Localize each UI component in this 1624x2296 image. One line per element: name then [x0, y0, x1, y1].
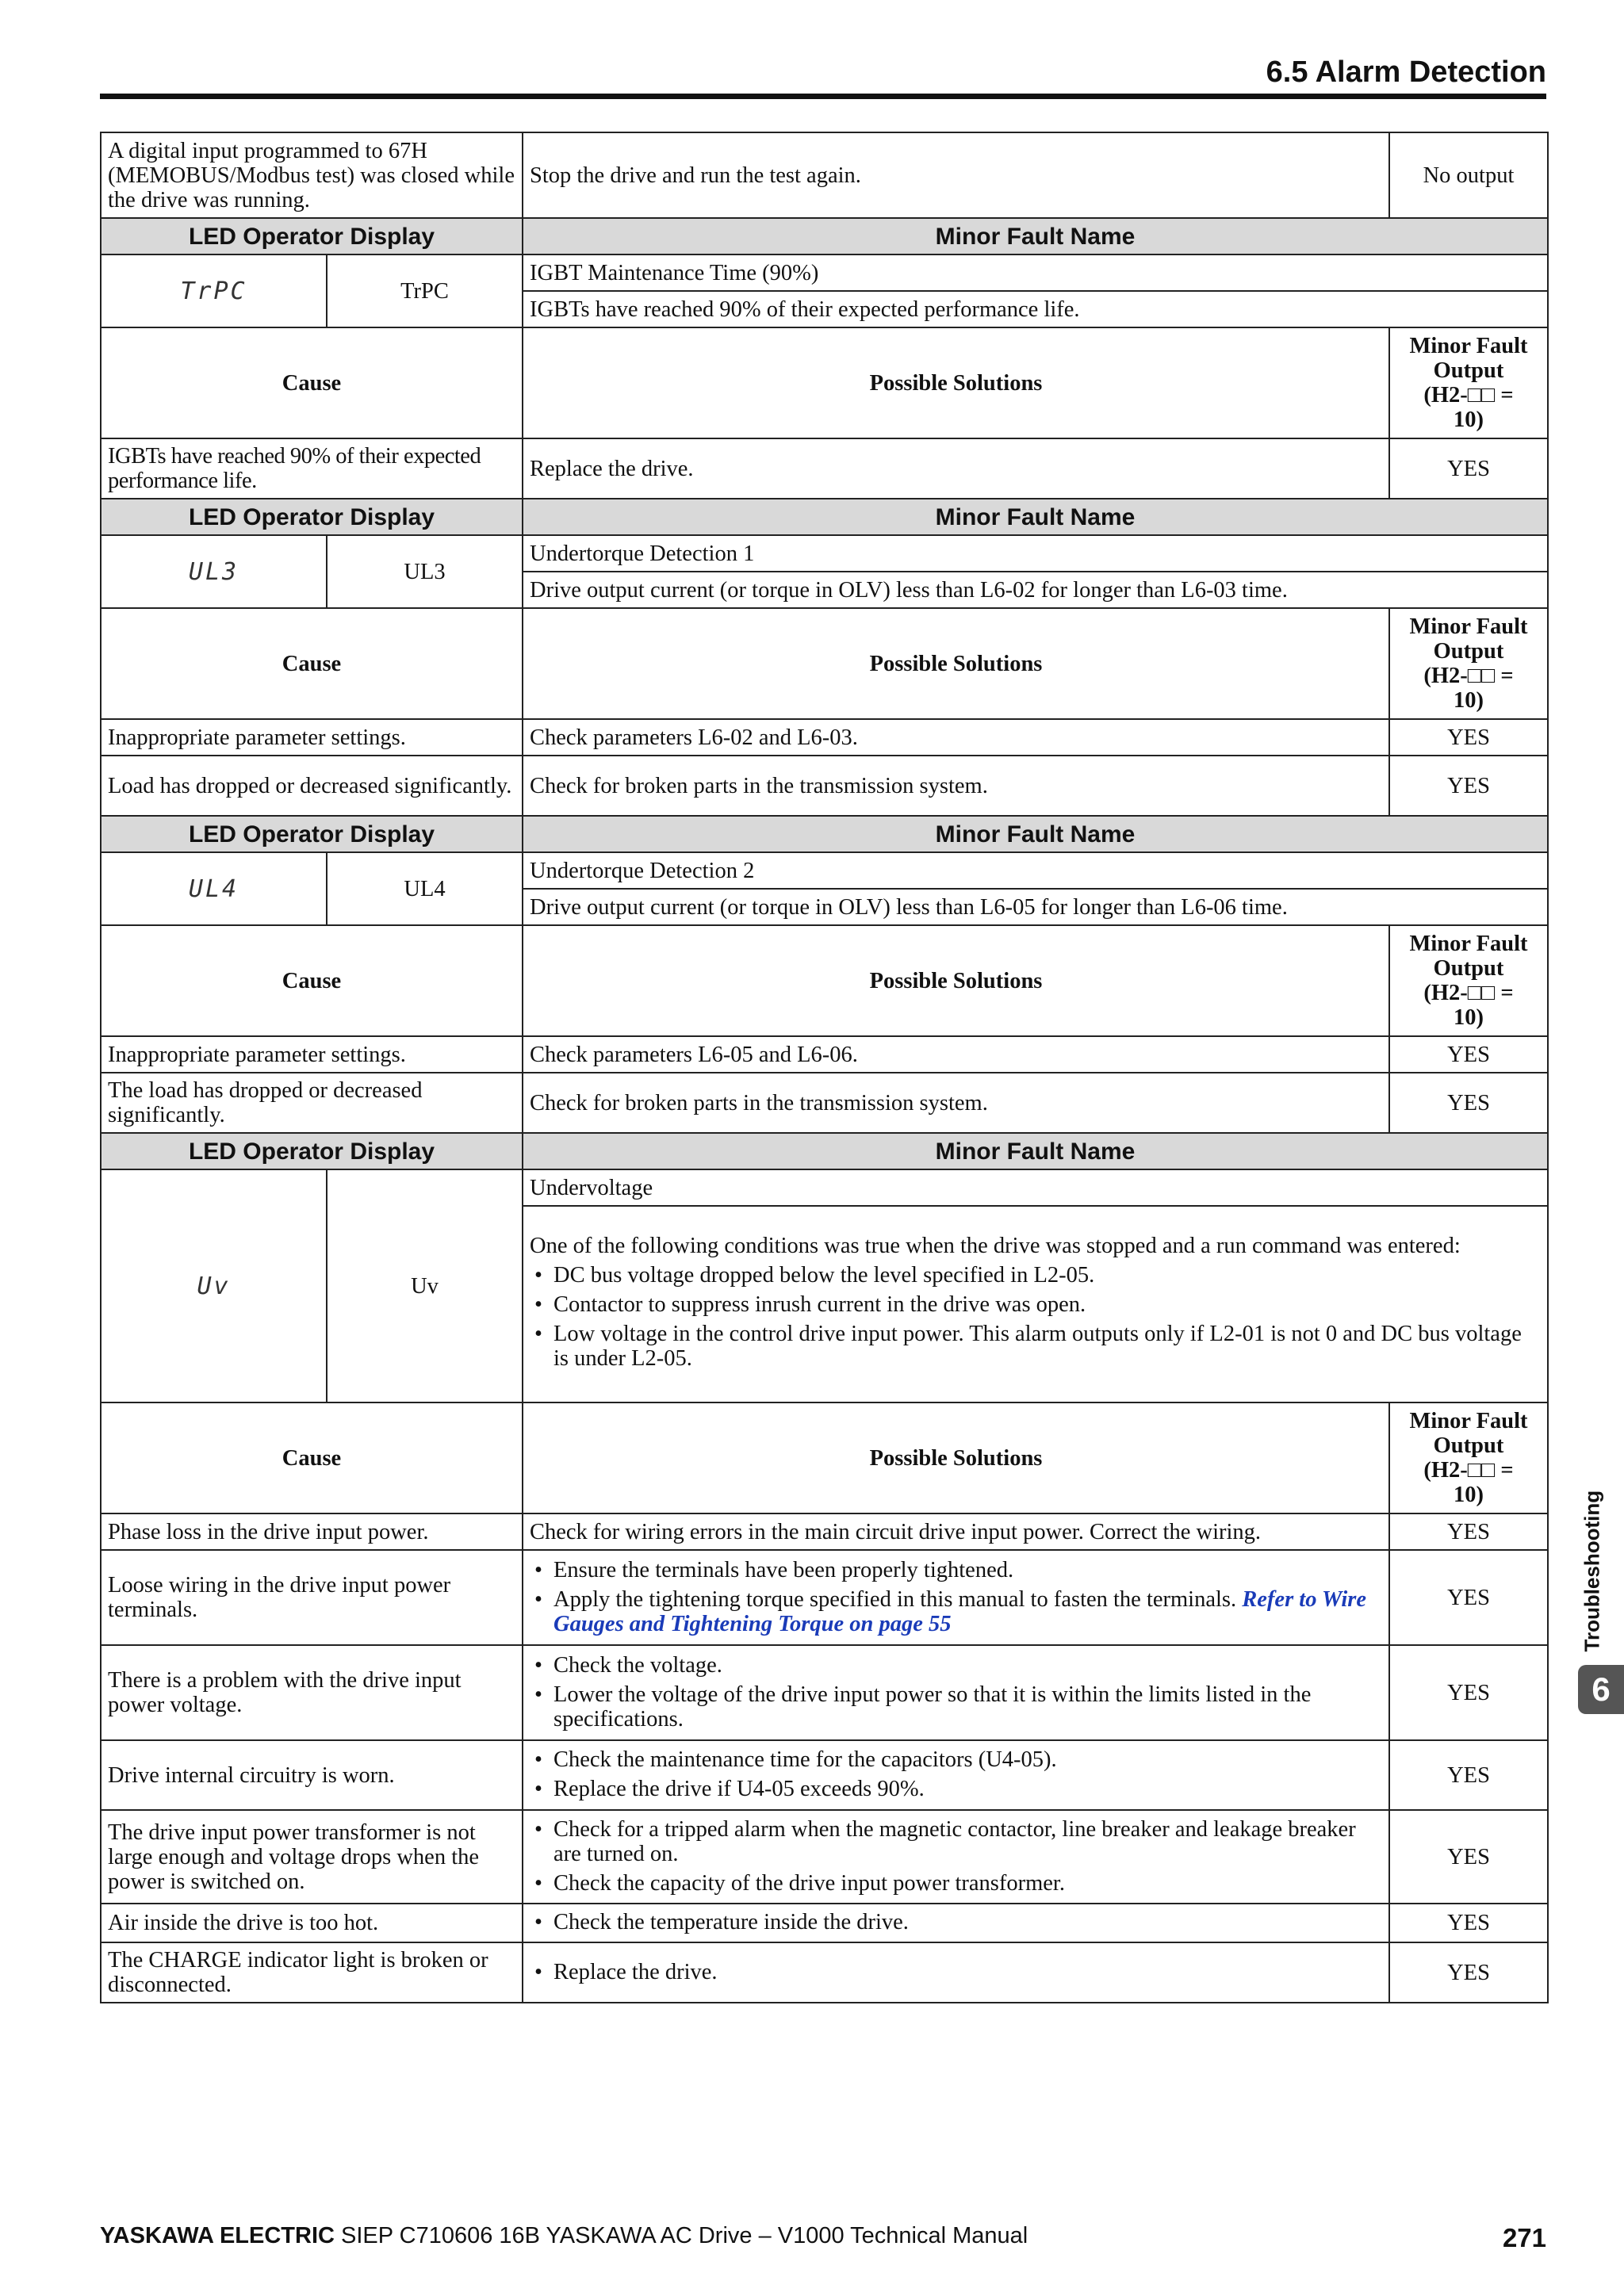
- table-row: [101, 1036, 1548, 1073]
- column-header-row: [101, 1402, 1548, 1513]
- solution-list: [530, 1910, 1382, 1934]
- table-row: [101, 1942, 1548, 2003]
- section-header-row: [101, 499, 1548, 535]
- output-cell: YES: [1389, 719, 1548, 756]
- condition-list: [530, 1263, 1541, 1371]
- cause-cell: Air inside the drive is too hot.: [101, 1904, 523, 1942]
- cause-cell: Inappropriate parameter settings.: [101, 1036, 523, 1073]
- fault-name-row: [101, 852, 1548, 889]
- mfo-line: Output: [1433, 358, 1504, 383]
- solution-cell: Stop the drive and run the test again.: [523, 132, 1389, 218]
- chapter-side-tab-label: Troubleshooting: [1580, 1490, 1604, 1652]
- mfo-line: 10): [1454, 408, 1484, 432]
- list-item: • Check the temperature inside the drive.: [530, 1910, 1382, 1934]
- cause-cell: The drive input power transformer is not large enough and voltage drops when the power is switched on.: [101, 1810, 523, 1904]
- fault-code: Uv: [327, 1169, 523, 1402]
- cause-header: Cause: [101, 327, 523, 438]
- description-intro: One of the following conditions was true when the drive was stopped and a run command was entered:: [530, 1233, 1461, 1258]
- list-item: • DC bus voltage dropped below the level specified in L2-05.: [530, 1263, 1541, 1288]
- solution-cell: [523, 1550, 1389, 1645]
- page-footer: [100, 2223, 1546, 2252]
- alarm-table: [100, 132, 1549, 2003]
- cause-cell: IGBTs have reached 90% of their expected performance life.: [101, 438, 523, 499]
- led-segment-display: UL3: [101, 535, 327, 608]
- chapter-number-tab: 6: [1578, 1665, 1624, 1714]
- fault-name: Undertorque Detection 2: [523, 852, 1548, 889]
- solution-cell: [523, 1904, 1389, 1942]
- list-item: • Check the maintenance time for the capacitors (U4-05).: [530, 1747, 1382, 1772]
- solution-list: [530, 1817, 1382, 1896]
- list-item: • Check the voltage.: [530, 1653, 1382, 1678]
- table-row: [101, 132, 1548, 218]
- table-row: [101, 1073, 1548, 1133]
- mfo-line: 10): [1454, 1005, 1484, 1030]
- output-cell: YES: [1389, 1645, 1548, 1740]
- fault-name-row: [101, 1169, 1548, 1206]
- minor-fault-name-header: Minor Fault Name: [523, 1133, 1548, 1169]
- fault-description: Drive output current (or torque in OLV) less than L6-02 for longer than L6-03 time.: [523, 572, 1548, 608]
- list-item: • Ensure the terminals have been properly tightened.: [530, 1558, 1382, 1582]
- possible-solutions-header: Possible Solutions: [523, 608, 1389, 719]
- minor-fault-output-header: [1389, 608, 1548, 719]
- output-cell: YES: [1389, 1740, 1548, 1810]
- cause-cell: Drive internal circuitry is worn.: [101, 1740, 523, 1810]
- solution-list: [530, 1558, 1382, 1636]
- solution-list: [530, 1960, 1382, 1984]
- cause-cell: Phase loss in the drive input power.: [101, 1513, 523, 1550]
- footer-document-title: SIEP C710606 16B YASKAWA AC Drive – V1000 Technical Manual: [334, 2223, 1028, 2248]
- minor-fault-name-header: Minor Fault Name: [523, 816, 1548, 852]
- table-row: [101, 1645, 1548, 1740]
- mfo-line: Minor Fault: [1409, 334, 1528, 358]
- minor-fault-output-header: [1389, 327, 1548, 438]
- column-header-row: [101, 608, 1548, 719]
- table-row: [101, 756, 1548, 816]
- list-item: • Check the capacity of the drive input power transformer.: [530, 1871, 1382, 1896]
- fault-description: [523, 1206, 1548, 1402]
- output-cell: YES: [1389, 1036, 1548, 1073]
- list-item: [530, 1587, 1382, 1636]
- mfo-line: Minor Fault: [1409, 614, 1528, 639]
- solution-cell: Check for broken parts in the transmission system.: [523, 1073, 1389, 1133]
- cause-header: Cause: [101, 1402, 523, 1513]
- cause-header: Cause: [101, 608, 523, 719]
- list-item: • Check for a tripped alarm when the magnetic contactor, line breaker and leakage breaker are turned on.: [530, 1817, 1382, 1866]
- solution-cell: Check parameters L6-02 and L6-03.: [523, 719, 1389, 756]
- fault-name: IGBT Maintenance Time (90%): [523, 254, 1548, 291]
- possible-solutions-header: Possible Solutions: [523, 925, 1389, 1036]
- header-rule: [100, 94, 1546, 99]
- list-item: • Lower the voltage of the drive input power so that it is within the limits listed in the specifications.: [530, 1682, 1382, 1732]
- table-row: [101, 438, 1548, 499]
- section-title: 6.5 Alarm Detection: [1266, 55, 1546, 89]
- mfo-line: Output: [1433, 1433, 1504, 1458]
- output-cell: YES: [1389, 1942, 1548, 2003]
- cause-cell: Loose wiring in the drive input power terminals.: [101, 1550, 523, 1645]
- mfo-line: Output: [1433, 956, 1504, 981]
- solution-cell: Replace the drive.: [523, 438, 1389, 499]
- possible-solutions-header: Possible Solutions: [523, 327, 1389, 438]
- table-row: [101, 1513, 1548, 1550]
- mfo-line: Output: [1433, 639, 1504, 664]
- led-segment-display: UL4: [101, 852, 327, 925]
- solution-cell: [523, 1810, 1389, 1904]
- mfo-line: (H2-□□ =: [1423, 664, 1514, 688]
- cause-header: Cause: [101, 925, 523, 1036]
- table-row: [101, 1550, 1548, 1645]
- cause-cell: There is a problem with the drive input power voltage.: [101, 1645, 523, 1740]
- output-cell: No output: [1389, 132, 1548, 218]
- output-cell: YES: [1389, 1073, 1548, 1133]
- column-header-row: [101, 925, 1548, 1036]
- table-row: [101, 1740, 1548, 1810]
- fault-name: Undervoltage: [523, 1169, 1548, 1206]
- led-segment-display: Uv: [101, 1169, 327, 1402]
- list-item: • Contactor to suppress inrush current in the drive was open.: [530, 1292, 1541, 1317]
- fault-description: Drive output current (or torque in OLV) less than L6-05 for longer than L6-06 time.: [523, 889, 1548, 925]
- possible-solutions-header: Possible Solutions: [523, 1402, 1389, 1513]
- solution-cell: Check for wiring errors in the main circuit drive input power. Correct the wiring.: [523, 1513, 1389, 1550]
- bullet-text: Apply the tightening torque specified in this manual to fasten the terminals.: [553, 1586, 1243, 1612]
- solution-cell: Check for broken parts in the transmission system.: [523, 756, 1389, 816]
- page-number: 271: [1502, 2223, 1546, 2252]
- cause-cell: The load has dropped or decreased significantly.: [101, 1073, 523, 1133]
- solution-cell: Check parameters L6-05 and L6-06.: [523, 1036, 1389, 1073]
- solution-cell: [523, 1740, 1389, 1810]
- mfo-line: (H2-□□ =: [1423, 383, 1514, 408]
- output-cell: YES: [1389, 1550, 1548, 1645]
- fault-name-row: [101, 535, 1548, 572]
- column-header-row: [101, 327, 1548, 438]
- output-cell: YES: [1389, 1810, 1548, 1904]
- led-display-header: LED Operator Display: [101, 499, 523, 535]
- fault-name-row: [101, 254, 1548, 291]
- cause-cell: A digital input programmed to 67H (MEMOBUS/Modbus test) was closed while the drive was running.: [101, 132, 523, 218]
- led-display-header: LED Operator Display: [101, 1133, 523, 1169]
- section-header-row: [101, 1133, 1548, 1169]
- fault-code: TrPC: [327, 254, 523, 327]
- mfo-line: (H2-□□ =: [1423, 1458, 1514, 1483]
- list-item: • Replace the drive.: [530, 1960, 1382, 1984]
- mfo-line: 10): [1454, 688, 1484, 713]
- list-item: • Replace the drive if U4-05 exceeds 90%.: [530, 1777, 1382, 1801]
- cause-cell: Inappropriate parameter settings.: [101, 719, 523, 756]
- mfo-line: 10): [1454, 1483, 1484, 1507]
- solution-list: [530, 1653, 1382, 1732]
- section-header-row: [101, 218, 1548, 254]
- mfo-line: Minor Fault: [1409, 932, 1528, 956]
- fault-description: IGBTs have reached 90% of their expected performance life.: [523, 291, 1548, 327]
- led-segment-display: TrPC: [101, 254, 327, 327]
- table-row: [101, 719, 1548, 756]
- minor-fault-name-header: Minor Fault Name: [523, 218, 1548, 254]
- section-header-row: [101, 816, 1548, 852]
- led-display-header: LED Operator Display: [101, 816, 523, 852]
- list-item: • Low voltage in the control drive input power. This alarm outputs only if L2-01 is not 0 and DC bus voltage is under L2-05.: [530, 1322, 1541, 1371]
- table-row: [101, 1810, 1548, 1904]
- output-cell: YES: [1389, 1513, 1548, 1550]
- output-cell: YES: [1389, 438, 1548, 499]
- solution-cell: [523, 1942, 1389, 2003]
- fault-code: UL3: [327, 535, 523, 608]
- minor-fault-output-header: [1389, 925, 1548, 1036]
- solution-list: [530, 1747, 1382, 1801]
- mfo-line: Minor Fault: [1409, 1409, 1528, 1433]
- page-reference-link[interactable]: Refer to Wire Gauges and Tightening Torque on page 55: [553, 1586, 1367, 1636]
- output-cell: YES: [1389, 756, 1548, 816]
- minor-fault-name-header: Minor Fault Name: [523, 499, 1548, 535]
- table-row: [101, 1904, 1548, 1942]
- mfo-line: (H2-□□ =: [1423, 981, 1514, 1005]
- solution-cell: [523, 1645, 1389, 1740]
- output-cell: YES: [1389, 1904, 1548, 1942]
- fault-name: Undertorque Detection 1: [523, 535, 1548, 572]
- footer-brand: YASKAWA ELECTRIC: [100, 2223, 335, 2248]
- cause-cell: Load has dropped or decreased significantly.: [101, 756, 523, 816]
- minor-fault-output-header: [1389, 1402, 1548, 1513]
- led-display-header: LED Operator Display: [101, 218, 523, 254]
- cause-cell: The CHARGE indicator light is broken or disconnected.: [101, 1942, 523, 2003]
- fault-code: UL4: [327, 852, 523, 925]
